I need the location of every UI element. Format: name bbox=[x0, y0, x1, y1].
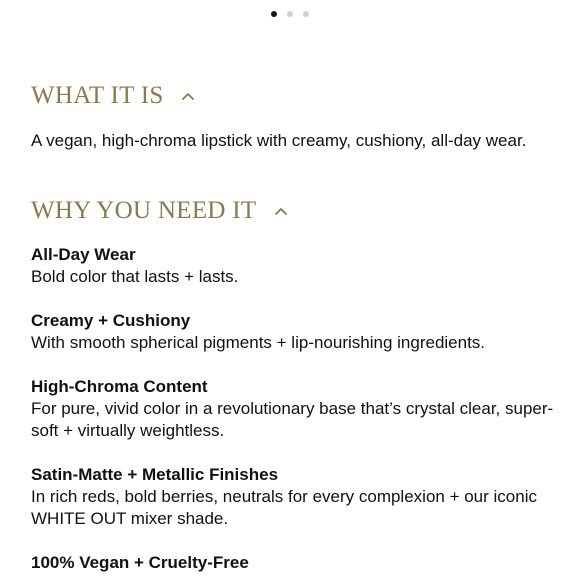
benefit-title: Creamy + Cushiony bbox=[31, 311, 191, 330]
benefit-item bbox=[31, 310, 561, 354]
carousel-dots bbox=[0, 9, 580, 19]
benefit-title: High-Chroma Content bbox=[31, 377, 208, 396]
benefit-description: For pure, vivid color in a revolutionary base that’s crystal clear, super-soft + virtually weightless. bbox=[31, 399, 554, 440]
benefit-title: All-Day Wear bbox=[31, 245, 136, 264]
chevron-up-icon[interactable] bbox=[275, 207, 287, 215]
benefit-item bbox=[31, 244, 561, 288]
why-you-need-it-title: WHY YOU NEED IT bbox=[31, 197, 257, 224]
benefit-description: Bold color that lasts + lasts. bbox=[31, 267, 239, 286]
carousel-dot-1[interactable] bbox=[271, 11, 277, 17]
benefit-item bbox=[31, 552, 561, 574]
why-you-need-it-header[interactable] bbox=[31, 198, 287, 223]
benefit-title: Satin-Matte + Metallic Finishes bbox=[31, 465, 279, 484]
benefit-item bbox=[31, 376, 561, 442]
benefit-title: 100% Vegan + Cruelty-Free bbox=[31, 553, 249, 572]
benefits-list bbox=[31, 244, 561, 580]
carousel-dot-3[interactable] bbox=[303, 11, 309, 17]
what-it-is-title: WHAT IT IS bbox=[31, 82, 164, 109]
benefit-description: In rich reds, bold berries, neutrals for every complexion + our iconic WHITE OUT mixer shade. bbox=[31, 487, 537, 528]
benefit-item bbox=[31, 464, 561, 530]
carousel-dot-2[interactable] bbox=[287, 11, 293, 17]
chevron-up-icon[interactable] bbox=[182, 92, 194, 100]
what-it-is-body: A vegan, high-chroma lipstick with creamy, cushiony, all-day wear. bbox=[31, 131, 527, 150]
benefit-description: With smooth spherical pigments + lip-nourishing ingredients. bbox=[31, 333, 486, 352]
what-it-is-header[interactable] bbox=[31, 83, 194, 108]
